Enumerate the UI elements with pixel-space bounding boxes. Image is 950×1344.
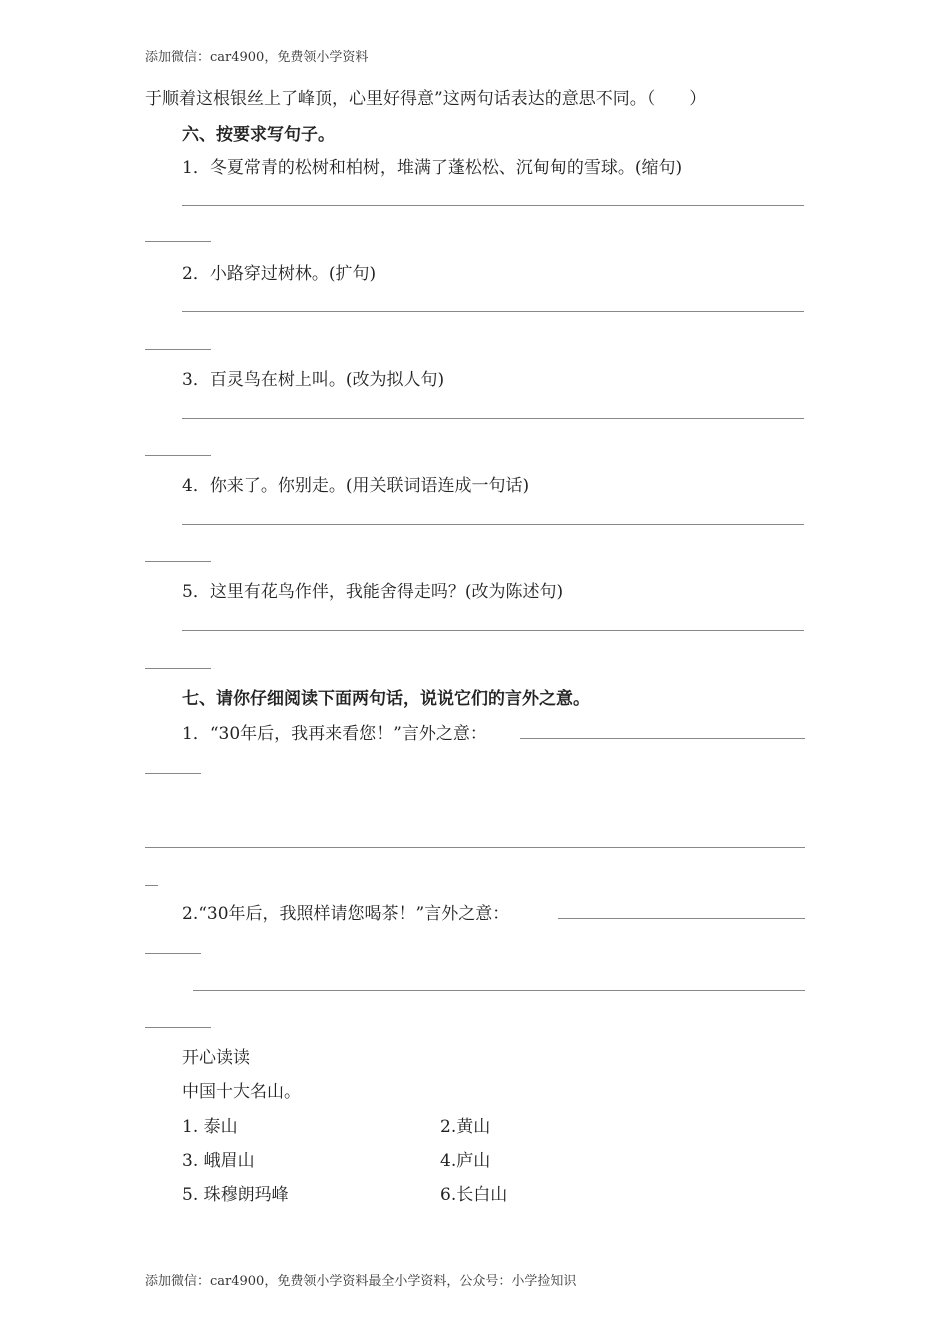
- answer-line-7-2-inline[interactable]: [558, 918, 805, 919]
- answer-line-7-1-inline[interactable]: [520, 738, 805, 739]
- mountain-5: 5. 珠穆朗玛峰: [182, 1185, 289, 1205]
- answer-line-7-2d[interactable]: [145, 1027, 211, 1028]
- answer-line-6-1a[interactable]: [182, 205, 804, 206]
- continued-question-line: 于顺着这根银丝上了峰顶，心里好得意”这两句话表达的意思不同。（ ）: [145, 89, 707, 109]
- page-header: 添加微信：car4900，免费领小学资料: [145, 50, 369, 65]
- section6-item-3: 3．百灵鸟在树上叫。(改为拟人句): [182, 370, 445, 390]
- answer-line-6-5b[interactable]: [145, 668, 211, 669]
- section7-title: 七、请你仔细阅读下面两句话，说说它们的言外之意。: [182, 689, 590, 709]
- section6-item-2: 2．小路穿过树林。(扩句): [182, 264, 377, 284]
- section7-item-2: 2.“30年后，我照样请您喝茶！”言外之意：: [182, 904, 510, 924]
- mountain-2: 2.黄山: [440, 1117, 491, 1137]
- mountain-4: 4.庐山: [440, 1151, 491, 1171]
- section7-item-1: 1．“30年后，我再来看您！”言外之意：: [182, 724, 487, 744]
- answer-line-7-1c[interactable]: [145, 847, 805, 848]
- answer-line-7-1b[interactable]: [145, 773, 201, 774]
- answer-line-6-3a[interactable]: [182, 418, 804, 419]
- page-footer: 添加微信：car4900，免费领小学资料最全小学资料，公众号：小学捡知识: [145, 1274, 577, 1289]
- reading-subtitle: 中国十大名山。: [182, 1082, 301, 1102]
- section6-item-5: 5．这里有花鸟作伴，我能舍得走吗？(改为陈述句): [182, 582, 564, 602]
- section6-item-1: 1．冬夏常青的松树和柏树，堆满了蓬松松、沉甸甸的雪球。(缩句): [182, 158, 683, 178]
- answer-line-6-5a[interactable]: [182, 630, 804, 631]
- mountain-1: 1. 泰山: [182, 1117, 238, 1137]
- section6-item-4: 4．你来了。你别走。(用关联词语连成一句话): [182, 476, 530, 496]
- section6-title: 六、按要求写句子。: [182, 125, 335, 145]
- answer-line-6-3b[interactable]: [145, 455, 211, 456]
- answer-line-6-2a[interactable]: [182, 311, 804, 312]
- mountain-6: 6.长白山: [440, 1185, 508, 1205]
- answer-line-7-2b[interactable]: [145, 953, 201, 954]
- mountain-3: 3. 峨眉山: [182, 1151, 255, 1171]
- answer-line-7-2c[interactable]: [193, 990, 805, 991]
- answer-line-6-2b[interactable]: [145, 349, 211, 350]
- answer-line-6-4b[interactable]: [145, 561, 211, 562]
- answer-line-6-4a[interactable]: [182, 524, 804, 525]
- answer-line-6-1b[interactable]: [145, 241, 211, 242]
- answer-line-7-1d[interactable]: [145, 885, 158, 886]
- reading-title: 开心读读: [182, 1048, 250, 1068]
